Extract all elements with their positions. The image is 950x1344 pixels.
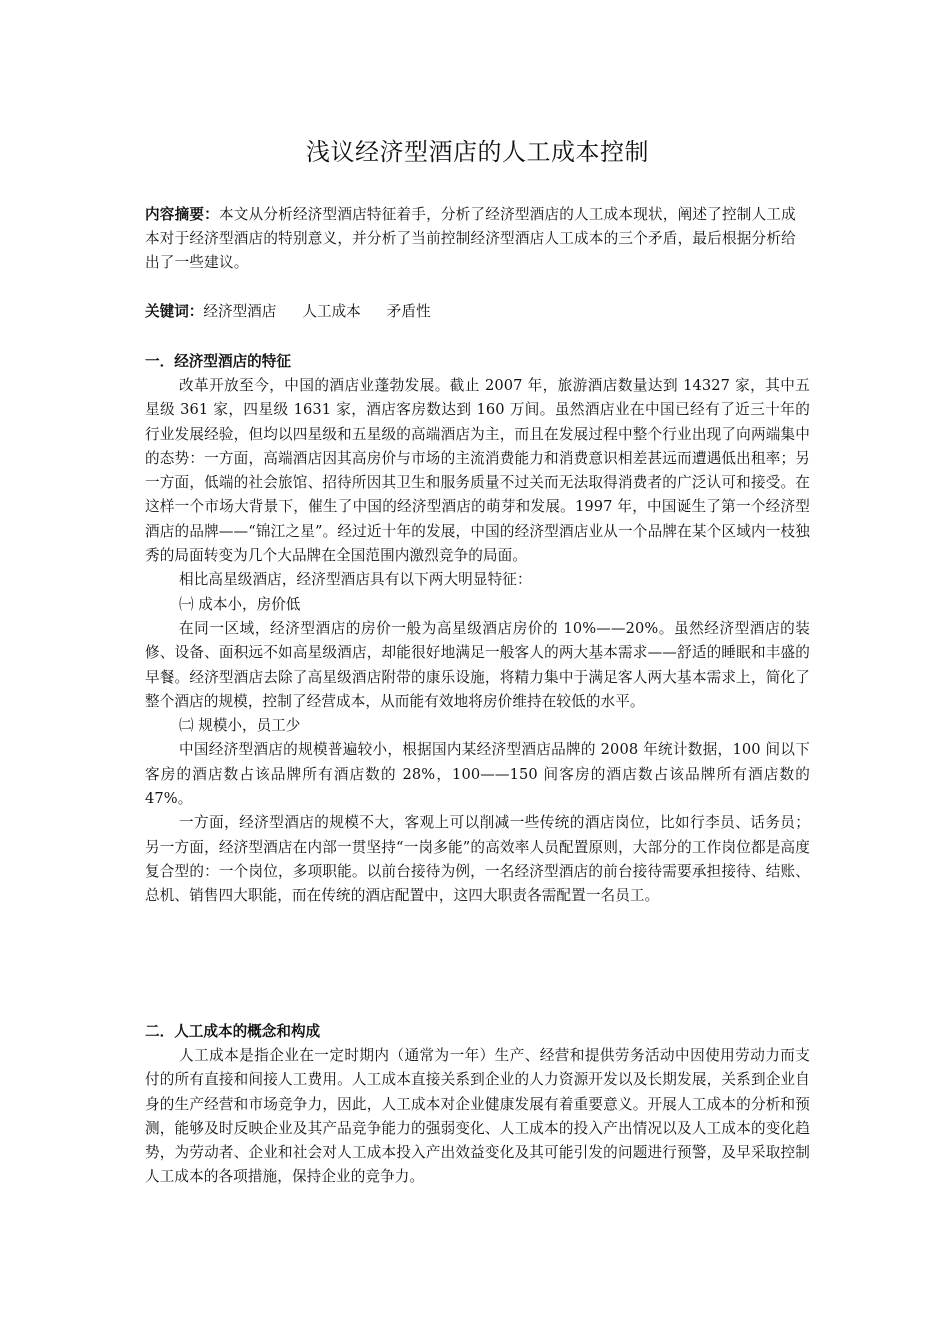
subheading: ㈠ 成本小，房价低	[179, 595, 301, 613]
subheading: ㈡ 规模小，员工少	[179, 717, 301, 735]
abstract	[145, 203, 810, 275]
section-labor-cost	[145, 1020, 810, 1190]
keyword-item: 矛盾性	[386, 303, 431, 320]
paragraph: 人工成本是指企业在一定时期内（通常为一年）生产、经营和提供劳务活动中因使用劳动力而支付的所有直接和间接人工费用。人工成本直接关系到企业的人力资源开发以及长期发展，关系到企业自身的生产经营和市场竞争力，因此，人工成本对企业健康发展有着重要意义。开展人工成本的分析和预测，能够及时反映企业及其产品竞争能力的强弱变化、人工成本的投入产出情况以及人工成本的变化趋势，为劳动者、企业和社会对人工成本投入产出效益变化及其可能引发的问题进行预警，及早采取控制人工成本的各项措施，保持企业的竞争力。	[145, 1047, 810, 1186]
keyword-item: 经济型酒店	[203, 303, 277, 320]
document-title: 浅议经济型酒店的人工成本控制	[306, 138, 649, 166]
paragraph: 在同一区域，经济型酒店的房价一般为高星级酒店房价的 10%——20%。虽然经济型酒店的装修、设备、面积远不如高星级酒店，却能很好地满足一般客人的两大基本需求——舒适的睡眠和丰盛的早餐。经济型酒店去除了高星级酒店附带的康乐设施，将精力集中于满足客人两大基本需求上，简化了整个酒店的规模，控制了经营成本，从而能有效地将房价维持在较低的水平。	[145, 619, 810, 710]
paragraph: 相比高星级酒店，经济型酒店具有以下两大明显特征：	[179, 571, 532, 589]
paragraph: 一方面，经济型酒店的规模不大，客观上可以削减一些传统的酒店岗位，比如行李员、话务员；另一方面，经济型酒店在内部一贯坚持“一岗多能”的高效率人员配置原则，大部分的工作岗位都是高度复合型的：一个岗位，多项职能。以前台接待为例，一名经济型酒店的前台接待需要承担接待、结账、总机、销售四大职能，而在传统的酒店配置中，这四大职责各需配置一名员工。	[145, 814, 810, 905]
paragraph: 中国经济型酒店的规模普遍较小，根据国内某经济型酒店品牌的 2008 年统计数据，100 间以下客房的酒店数占该品牌所有酒店数的 28%，100——150 间客房的酒店数占该品牌所有酒店数的 47%。	[145, 741, 810, 808]
abstract-label: 内容摘要：	[145, 206, 219, 223]
paragraph: 改革开放至今，中国的酒店业蓬勃发展。截止 2007 年，旅游酒店数量达到 14327 家，其中五星级 361 家，四星级 1631 家，酒店客房数达到 160 万间。虽然酒店业在中国已经有了近三十年的行业发展经验，但均以四星级和五星级的高端酒店为主，而且在发展过程中整个行业出现了向两端集中的态势：一方面，高端酒店因其高房价与市场的主流消费能力和消费意识相差甚远而遭遇低出租率；另一方面，低端的社会旅馆、招待所因其卫生和服务质量不过关而无法取得消费者的广泛认可和接受。在这样一个市场大背景下，催生了中国的经济型酒店的萌芽和发展。1997 年，中国诞生了第一个经济型酒店的品牌——“锦江之星”。经过近十年的发展，中国的经济型酒店业从一个品牌在某个区域内一枝独秀的局面转变为几个大品牌在全国范围内激烈竞争的局面。	[145, 377, 810, 565]
abstract-text: 本文从分析经济型酒店特征着手，分析了经济型酒店的人工成本现状，阐述了控制人工成本对于经济型酒店的特别意义，并分析了当前控制经济型酒店人工成本的三个矛盾，最后根据分析给出了一些建议。	[145, 206, 796, 271]
keywords	[145, 300, 810, 324]
keywords-label: 关键词：	[145, 303, 204, 320]
section-heading: 二．人工成本的概念和构成	[145, 1023, 321, 1040]
section-heading: 一．经济型酒店的特征	[145, 353, 291, 370]
keyword-item: 人工成本	[302, 303, 361, 320]
section-features	[145, 350, 810, 909]
